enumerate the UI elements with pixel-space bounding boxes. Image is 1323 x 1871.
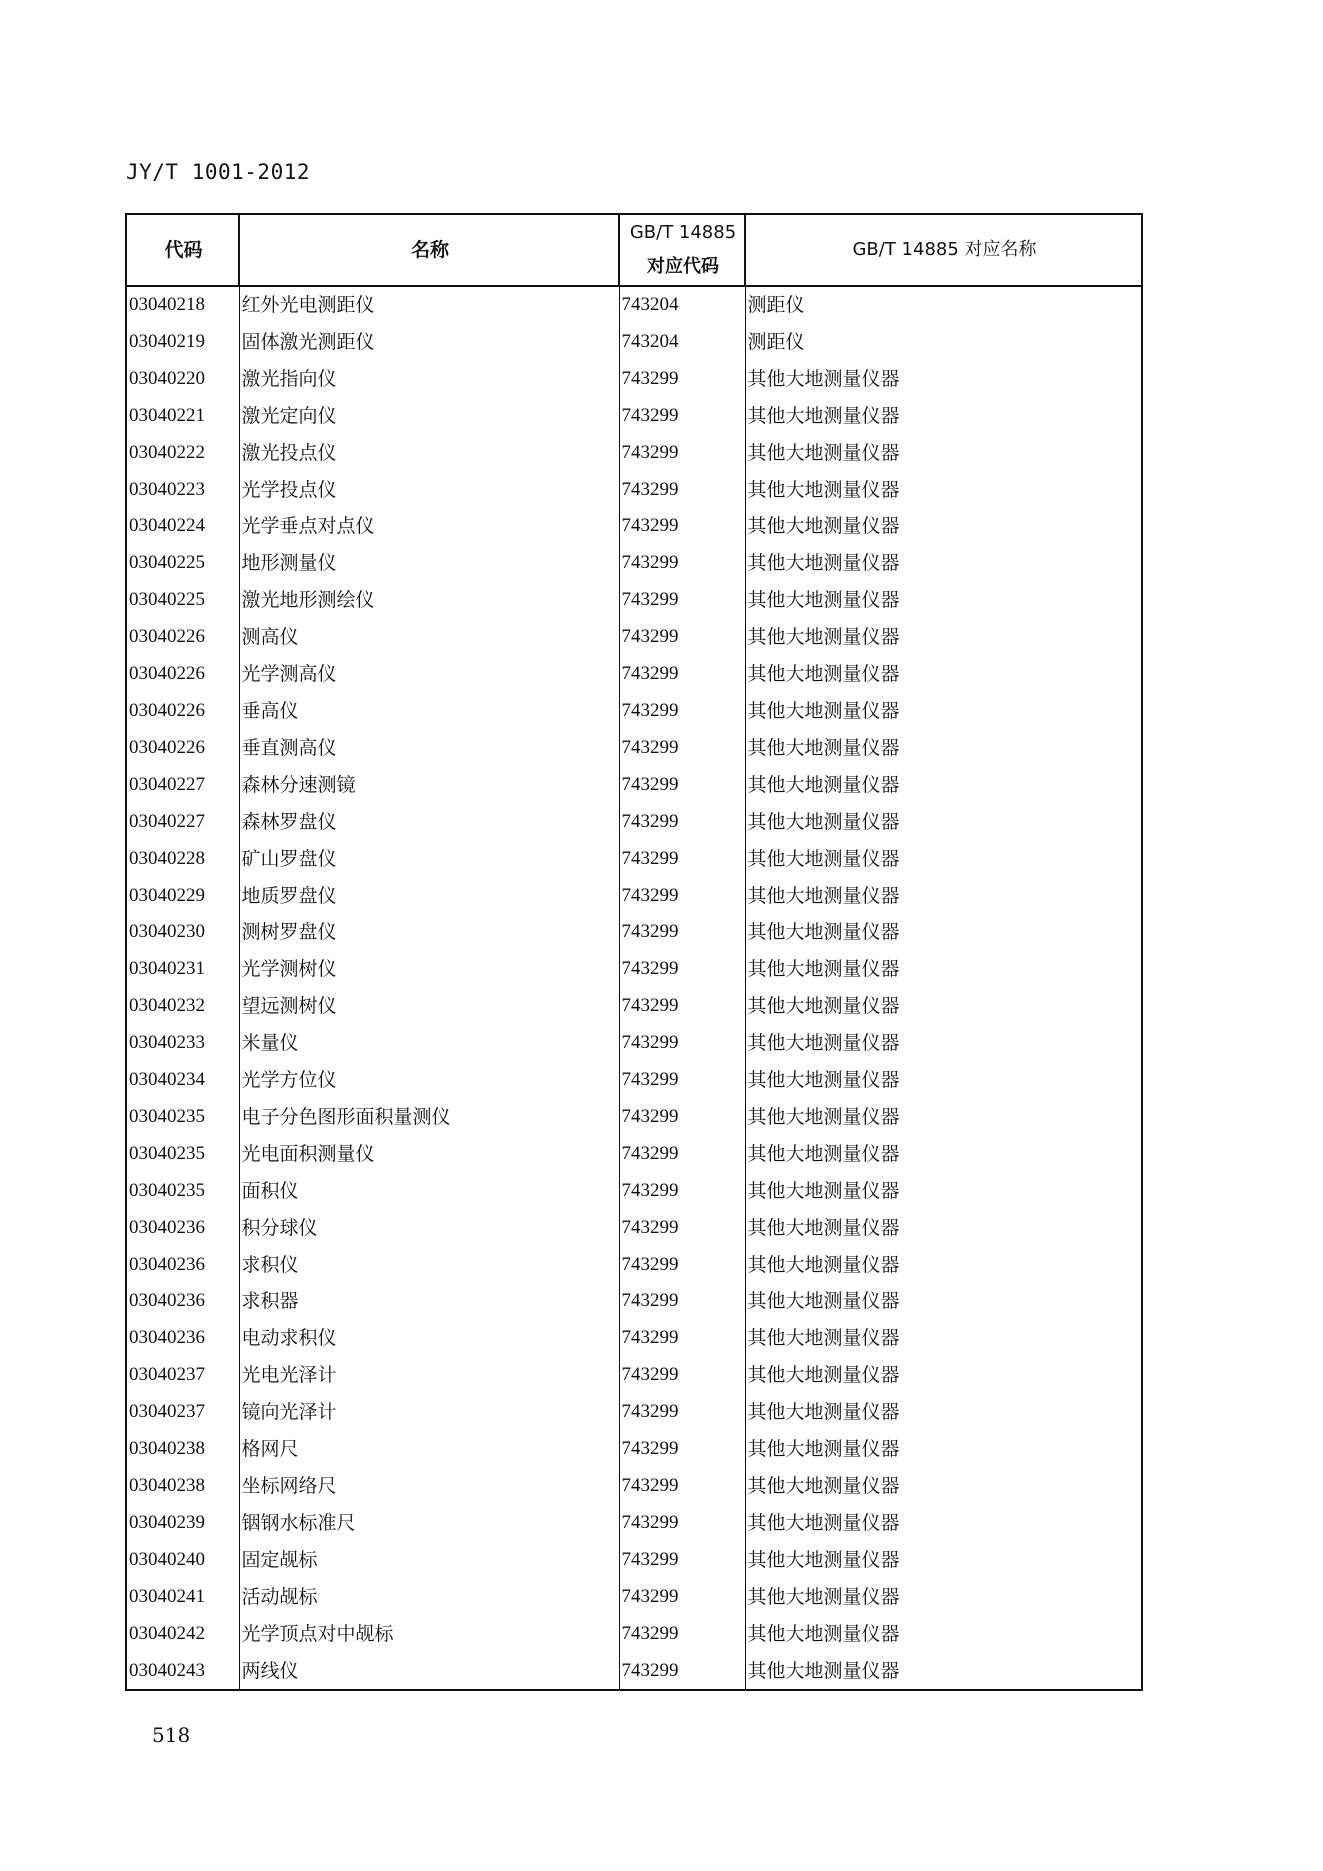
table-row <box>126 508 1142 545</box>
row-gb-code: 743299 <box>619 1247 745 1284</box>
row-name: 垂直测高仪 <box>239 730 619 767</box>
row-gb-code: 743299 <box>619 693 745 730</box>
row-code: 03040219 <box>126 324 239 361</box>
row-gb-code: 743299 <box>619 1505 745 1542</box>
row-code: 03040226 <box>126 693 239 730</box>
row-gb-code: 743299 <box>619 582 745 619</box>
row-gb-name: 其他大地测量仪器 <box>745 841 1142 878</box>
row-code: 03040238 <box>126 1468 239 1505</box>
row-gb-name: 其他大地测量仪器 <box>745 1136 1142 1173</box>
row-code: 03040243 <box>126 1653 239 1691</box>
table-row <box>126 841 1142 878</box>
row-gb-name: 其他大地测量仪器 <box>745 656 1142 693</box>
row-code: 03040223 <box>126 472 239 509</box>
row-gb-name: 其他大地测量仪器 <box>745 1247 1142 1284</box>
row-gb-code: 743299 <box>619 1210 745 1247</box>
row-name: 光学垂点对点仪 <box>239 508 619 545</box>
table-row <box>126 472 1142 509</box>
table-row <box>126 767 1142 804</box>
row-code: 03040227 <box>126 804 239 841</box>
column-header-gb-code <box>619 214 745 286</box>
row-code: 03040227 <box>126 767 239 804</box>
gb-code-header-line1: GB/T 14885 <box>629 222 737 243</box>
row-code: 03040235 <box>126 1173 239 1210</box>
row-code: 03040221 <box>126 398 239 435</box>
row-gb-name: 其他大地测量仪器 <box>745 1357 1142 1394</box>
table-row <box>126 656 1142 693</box>
row-name: 电子分色图形面积量测仪 <box>239 1099 619 1136</box>
row-code: 03040226 <box>126 619 239 656</box>
row-gb-code: 743299 <box>619 730 745 767</box>
row-name: 光学测树仪 <box>239 951 619 988</box>
row-name: 光学顶点对中觇标 <box>239 1616 619 1653</box>
row-gb-name: 其他大地测量仪器 <box>745 508 1142 545</box>
row-gb-name: 测距仪 <box>745 286 1142 324</box>
table-row <box>126 693 1142 730</box>
row-gb-name: 其他大地测量仪器 <box>745 914 1142 951</box>
row-gb-code: 743299 <box>619 841 745 878</box>
table-row <box>126 878 1142 915</box>
page-number: 518 <box>152 1723 191 1747</box>
row-gb-code: 743299 <box>619 1173 745 1210</box>
row-gb-code: 743299 <box>619 1099 745 1136</box>
row-code: 03040228 <box>126 841 239 878</box>
row-name: 望远测树仪 <box>239 988 619 1025</box>
table-row <box>126 361 1142 398</box>
row-name: 激光地形测绘仪 <box>239 582 619 619</box>
row-gb-code: 743299 <box>619 1394 745 1431</box>
table-row <box>126 1431 1142 1468</box>
row-gb-name: 其他大地测量仪器 <box>745 582 1142 619</box>
row-code: 03040226 <box>126 656 239 693</box>
table-row <box>126 286 1142 324</box>
table-row <box>126 1136 1142 1173</box>
row-gb-code: 743299 <box>619 508 745 545</box>
row-gb-name: 其他大地测量仪器 <box>745 1579 1142 1616</box>
row-gb-name: 其他大地测量仪器 <box>745 1505 1142 1542</box>
table-row <box>126 1579 1142 1616</box>
column-header-name: 名称 <box>239 214 619 286</box>
row-name: 激光投点仪 <box>239 435 619 472</box>
table-row <box>126 1247 1142 1284</box>
row-code: 03040225 <box>126 582 239 619</box>
row-gb-code: 743299 <box>619 1616 745 1653</box>
row-gb-code: 743299 <box>619 619 745 656</box>
row-gb-name: 其他大地测量仪器 <box>745 1062 1142 1099</box>
row-gb-name: 其他大地测量仪器 <box>745 1653 1142 1691</box>
table-row <box>126 914 1142 951</box>
row-gb-name: 其他大地测量仪器 <box>745 767 1142 804</box>
row-gb-name: 其他大地测量仪器 <box>745 1210 1142 1247</box>
row-name: 镜向光泽计 <box>239 1394 619 1431</box>
row-name: 光学方位仪 <box>239 1062 619 1099</box>
row-name: 森林罗盘仪 <box>239 804 619 841</box>
row-code: 03040224 <box>126 508 239 545</box>
row-gb-name: 其他大地测量仪器 <box>745 878 1142 915</box>
table-row <box>126 1653 1142 1691</box>
column-header-code: 代码 <box>126 214 239 286</box>
row-code: 03040234 <box>126 1062 239 1099</box>
row-gb-code: 743299 <box>619 1025 745 1062</box>
table-row <box>126 545 1142 582</box>
row-gb-code: 743299 <box>619 398 745 435</box>
row-gb-code: 743299 <box>619 804 745 841</box>
table-row <box>126 324 1142 361</box>
row-code: 03040222 <box>126 435 239 472</box>
row-gb-code: 743299 <box>619 878 745 915</box>
table-row <box>126 582 1142 619</box>
table-row <box>126 988 1142 1025</box>
table-row <box>126 1616 1142 1653</box>
row-gb-code: 743299 <box>619 545 745 582</box>
row-gb-name: 其他大地测量仪器 <box>745 1173 1142 1210</box>
row-name: 两线仪 <box>239 1653 619 1691</box>
row-gb-code: 743299 <box>619 1431 745 1468</box>
row-name: 铟钢水标准尺 <box>239 1505 619 1542</box>
row-code: 03040236 <box>126 1320 239 1357</box>
code-mapping-table <box>125 213 1143 1691</box>
row-name: 矿山罗盘仪 <box>239 841 619 878</box>
table-header <box>126 214 1142 286</box>
row-gb-name: 其他大地测量仪器 <box>745 1099 1142 1136</box>
table-row <box>126 1468 1142 1505</box>
row-gb-name: 其他大地测量仪器 <box>745 435 1142 472</box>
row-name: 求积仪 <box>239 1247 619 1284</box>
row-code: 03040226 <box>126 730 239 767</box>
row-name: 垂高仪 <box>239 693 619 730</box>
row-name: 地质罗盘仪 <box>239 878 619 915</box>
row-code: 03040231 <box>126 951 239 988</box>
row-code: 03040242 <box>126 1616 239 1653</box>
row-name: 米量仪 <box>239 1025 619 1062</box>
table-row <box>126 398 1142 435</box>
row-gb-name: 其他大地测量仪器 <box>745 1320 1142 1357</box>
row-name: 测高仪 <box>239 619 619 656</box>
row-name: 固定觇标 <box>239 1542 619 1579</box>
row-name: 光电面积测量仪 <box>239 1136 619 1173</box>
document-id: JY/T 1001-2012 <box>126 160 311 184</box>
row-name: 电动求积仪 <box>239 1320 619 1357</box>
row-name: 坐标网络尺 <box>239 1468 619 1505</box>
row-gb-name: 测距仪 <box>745 324 1142 361</box>
row-code: 03040241 <box>126 1579 239 1616</box>
row-code: 03040239 <box>126 1505 239 1542</box>
row-name: 光学测高仪 <box>239 656 619 693</box>
row-gb-code: 743299 <box>619 1062 745 1099</box>
table-row <box>126 730 1142 767</box>
row-gb-code: 743299 <box>619 1653 745 1691</box>
row-code: 03040230 <box>126 914 239 951</box>
row-name: 激光指向仪 <box>239 361 619 398</box>
row-gb-name: 其他大地测量仪器 <box>745 1394 1142 1431</box>
row-gb-code: 743299 <box>619 1468 745 1505</box>
row-gb-name: 其他大地测量仪器 <box>745 398 1142 435</box>
row-gb-code: 743299 <box>619 1320 745 1357</box>
row-code: 03040229 <box>126 878 239 915</box>
row-name: 激光定向仪 <box>239 398 619 435</box>
row-name: 红外光电测距仪 <box>239 286 619 324</box>
row-code: 03040237 <box>126 1394 239 1431</box>
row-gb-code: 743299 <box>619 1283 745 1320</box>
column-header-gb-name: GB/T 14885 对应名称 <box>745 214 1142 286</box>
row-gb-name: 其他大地测量仪器 <box>745 1025 1142 1062</box>
row-code: 03040236 <box>126 1210 239 1247</box>
row-name: 地形测量仪 <box>239 545 619 582</box>
table-row <box>126 1099 1142 1136</box>
row-code: 03040235 <box>126 1136 239 1173</box>
row-gb-code: 743204 <box>619 286 745 324</box>
table-row <box>126 1394 1142 1431</box>
row-name: 面积仪 <box>239 1173 619 1210</box>
row-gb-code: 743299 <box>619 435 745 472</box>
row-gb-code: 743204 <box>619 324 745 361</box>
row-gb-name: 其他大地测量仪器 <box>745 730 1142 767</box>
table-row <box>126 1283 1142 1320</box>
row-name: 固体激光测距仪 <box>239 324 619 361</box>
row-name: 测树罗盘仪 <box>239 914 619 951</box>
row-name: 格网尺 <box>239 1431 619 1468</box>
row-gb-name: 其他大地测量仪器 <box>745 988 1142 1025</box>
row-gb-name: 其他大地测量仪器 <box>745 951 1142 988</box>
row-gb-code: 743299 <box>619 951 745 988</box>
row-code: 03040233 <box>126 1025 239 1062</box>
row-code: 03040238 <box>126 1431 239 1468</box>
row-gb-name: 其他大地测量仪器 <box>745 361 1142 398</box>
row-gb-code: 743299 <box>619 361 745 398</box>
row-gb-code: 743299 <box>619 1136 745 1173</box>
row-gb-code: 743299 <box>619 1357 745 1394</box>
row-name: 求积器 <box>239 1283 619 1320</box>
row-gb-code: 743299 <box>619 1579 745 1616</box>
row-gb-code: 743299 <box>619 1542 745 1579</box>
row-gb-name: 其他大地测量仪器 <box>745 1542 1142 1579</box>
row-gb-code: 743299 <box>619 988 745 1025</box>
gb-code-header-line2: 对应代码 <box>647 256 719 277</box>
table-row <box>126 951 1142 988</box>
row-code: 03040236 <box>126 1283 239 1320</box>
row-name: 积分球仪 <box>239 1210 619 1247</box>
table-row <box>126 1320 1142 1357</box>
row-code: 03040225 <box>126 545 239 582</box>
row-name: 光电光泽计 <box>239 1357 619 1394</box>
row-code: 03040232 <box>126 988 239 1025</box>
table-row <box>126 1210 1142 1247</box>
row-gb-name: 其他大地测量仪器 <box>745 1283 1142 1320</box>
row-gb-name: 其他大地测量仪器 <box>745 1616 1142 1653</box>
row-gb-name: 其他大地测量仪器 <box>745 1431 1142 1468</box>
table-row <box>126 1062 1142 1099</box>
table-row <box>126 1173 1142 1210</box>
row-code: 03040240 <box>126 1542 239 1579</box>
row-gb-name: 其他大地测量仪器 <box>745 472 1142 509</box>
row-gb-name: 其他大地测量仪器 <box>745 619 1142 656</box>
row-gb-code: 743299 <box>619 767 745 804</box>
row-code: 03040236 <box>126 1247 239 1284</box>
row-gb-code: 743299 <box>619 472 745 509</box>
table-row <box>126 435 1142 472</box>
row-gb-name: 其他大地测量仪器 <box>745 804 1142 841</box>
table-body <box>126 286 1142 1690</box>
table-row <box>126 1025 1142 1062</box>
row-code: 03040220 <box>126 361 239 398</box>
row-gb-name: 其他大地测量仪器 <box>745 693 1142 730</box>
table-row <box>126 619 1142 656</box>
table-row <box>126 1505 1142 1542</box>
row-gb-name: 其他大地测量仪器 <box>745 545 1142 582</box>
row-gb-name: 其他大地测量仪器 <box>745 1468 1142 1505</box>
row-name: 光学投点仪 <box>239 472 619 509</box>
row-gb-code: 743299 <box>619 656 745 693</box>
row-code: 03040237 <box>126 1357 239 1394</box>
row-code: 03040235 <box>126 1099 239 1136</box>
row-name: 森林分速测镜 <box>239 767 619 804</box>
table-row <box>126 804 1142 841</box>
row-gb-code: 743299 <box>619 914 745 951</box>
table-row <box>126 1357 1142 1394</box>
table-row <box>126 1542 1142 1579</box>
row-name: 活动觇标 <box>239 1579 619 1616</box>
row-code: 03040218 <box>126 286 239 324</box>
